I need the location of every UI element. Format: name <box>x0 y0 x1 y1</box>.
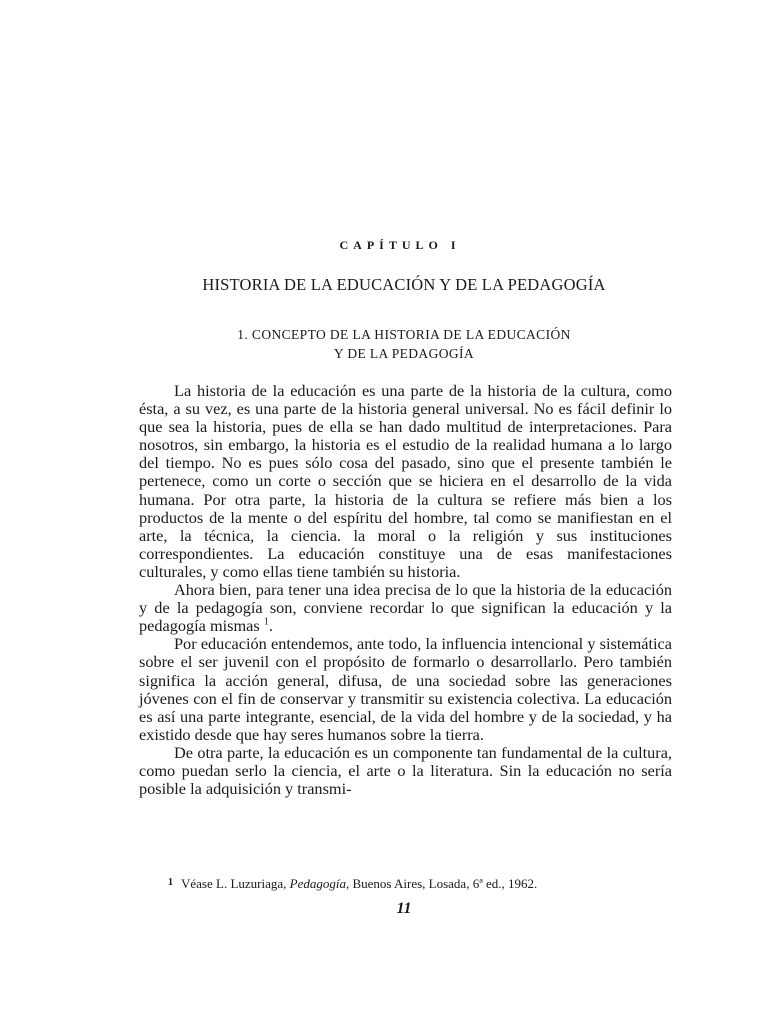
paragraph-2-text: Ahora bien, para tener una idea precisa de lo que la historia de la educación y de la pedagogía son, conviene recordar lo que significan la educación y la pedagogía mismas <box>139 580 672 636</box>
footnote-prefix: Véase L. Luzuriaga, <box>181 876 287 891</box>
chapter-title: HISTORIA DE LA EDUCACIÓN Y DE LA PEDAGOGÍA <box>202 275 606 294</box>
section-title-line-1: 1. CONCEPTO DE LA HISTORIA DE LA EDUCACIÓN <box>237 327 571 342</box>
footnote-number: 1 <box>168 877 173 888</box>
paragraph-2: Ahora bien, para tener una idea precisa de lo que la historia de la educación y de la pedagogía son, conviene recordar lo que significan la educación y la pedagogía mismas $^1$. <box>139 580 672 636</box>
section-title <box>0 325 768 363</box>
paragraph-1: La historia de la educación es una parte de la historia de la cultura, como ésta, a su vez, es una parte de la historia general universal. No es fácil definir lo que sea la historia, pues de ella se han dado multitud de interpretaciones. Para nosotros, sin embargo, la historia es el estudio de la realidad humana a lo largo del tiempo. No es pues sólo cosa del pasado, sino que el presente también le pertenece, como un corte o sección que se hiciera en el desarrollo de la vida humana. Por otra parte, la historia de la cultura se refiere más bien a los productos de la mente o del espíritu del hombre, tal como se manifiestan en el arte, la técnica, la ciencia. la moral o la religión y sus instituciones correspondientes. La educación constituye una de esas manifestaciones culturales, y como ellas tiene también su historia. <box>139 381 672 581</box>
footnote-suffix: Buenos Aires, Losada, 6ª ed., 1962. <box>352 876 538 891</box>
footnote-reference: 1 <box>263 616 269 628</box>
paragraph-4: De otra parte, la educación es un componente tan fundamental de la cultura, como puedan serlo la ciencia, el arte o la literatura. Sin la educación no sería posible la adquisición y transmi- <box>139 742 672 799</box>
paragraph-3: Por educación entendemos, ante todo, la influencia intencional y sistemática sobre el ser juvenil con el propósito de formarlo o desarrollarlo. Pero también significa la acción general, difusa, de una sociedad sobre las generaciones jóvenes con el fin de conservar y transmitir su existencia colectiva. La educación es así una parte integrante, esencial, de la vida del hombre y de la sociedad, y ha existido desde que hay seres humanos sobre la tierra. <box>139 634 672 744</box>
footnote-book-title: Pedagogía, <box>289 876 350 891</box>
chapter-label: CAPÍTULO I <box>339 238 461 252</box>
section-title-line-2: Y DE LA PEDAGOGÍA <box>333 346 475 361</box>
page-number: 11 <box>396 900 412 917</box>
footnote <box>168 876 537 892</box>
body-text <box>139 382 672 798</box>
